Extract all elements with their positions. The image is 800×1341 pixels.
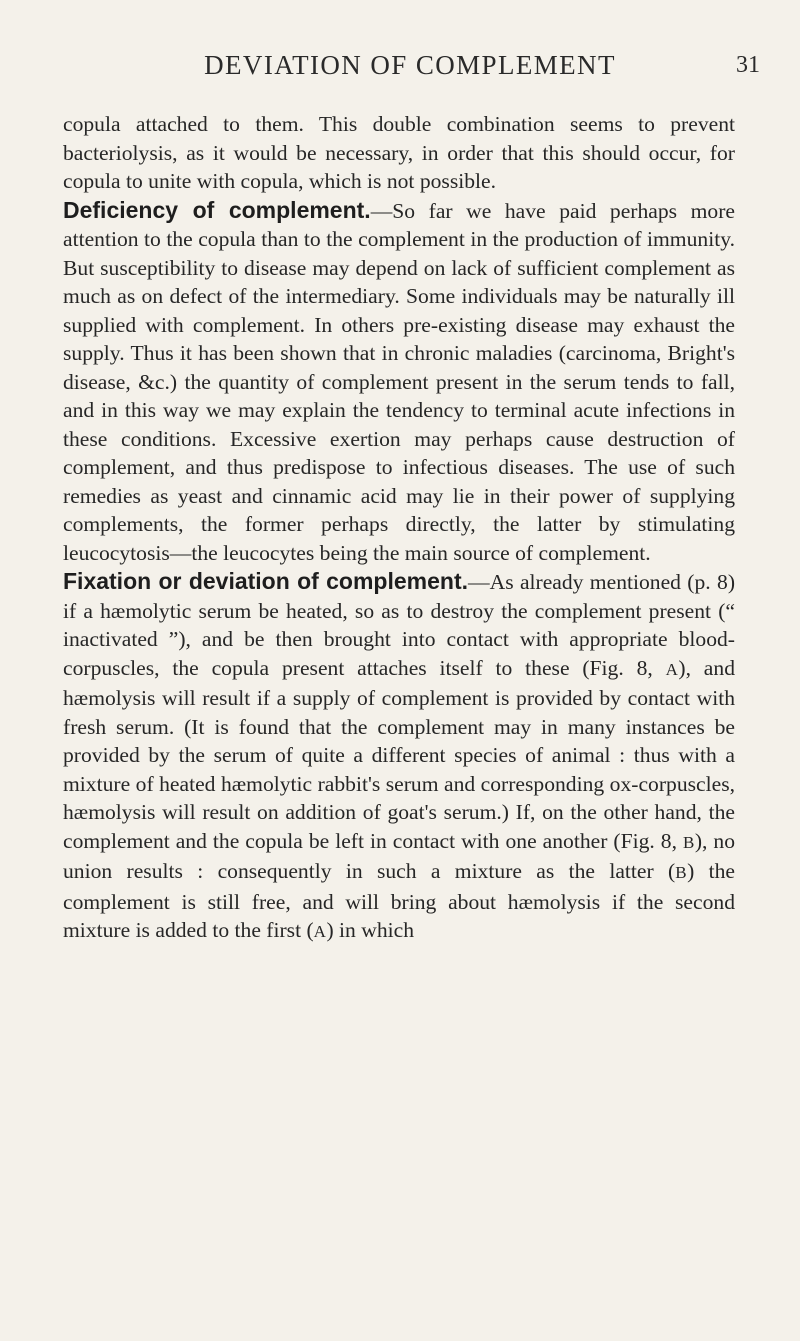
- paragraph-deficiency: [63, 196, 735, 568]
- paragraph-fixation-text-4: ) the complement is still free, and will bring about hæmolysis if the second mixture is added to the first (: [63, 859, 735, 942]
- paragraph-fixation-text-5: ) in which: [326, 918, 415, 942]
- running-title: DEVIATION OF COMPLEMENT: [204, 50, 616, 80]
- running-head: [60, 50, 760, 86]
- paragraph-fixation-text-2: ), and hæmolysis will result if a supply of complement is provided by contact with fresh serum. (It is found that the complement may in many instances be provided by the serum of quite a different species of animal : thus with a mixture of heated hæmolytic rabbit's serum and corresponding ox-corpuscles, hæmolysis will result on addition of goat's serum.) If, on the other hand, the complement and the copula be left in contact with one another (Fig. 8,: [63, 655, 735, 853]
- paragraph-fixation: [63, 567, 735, 947]
- figure-ref-a: A: [665, 659, 679, 679]
- figure-ref-a: A: [313, 922, 327, 941]
- body-text: [63, 110, 735, 947]
- paragraph-fixation-text-3: ), no union results : consequently in such a mixture as the latter (: [63, 828, 735, 883]
- section-heading-fixation: Fixation or deviation of complement.: [63, 568, 469, 594]
- figure-ref-b: B: [675, 863, 688, 882]
- paragraph-continuation: copula attached to them. This double combination seems to prevent bacteriolysis, as it would be necessary, in order that this should occur, for copula to unite with copula, which is not possible.: [63, 112, 735, 193]
- section-heading-deficiency: Deficiency of complement.: [63, 196, 371, 223]
- paragraph-fixation-text-1: —As already mentioned (p. 8) if a hæmolytic serum be heated, so as to destroy the complement present (“ inactivated ”), and be then brought into contact with appropriate blood-corpuscles, the copula present attaches itself to these (Fig. 8,: [63, 570, 736, 680]
- figure-ref-b: B: [682, 832, 695, 852]
- paragraph-deficiency-body: —So far we have paid perhaps more attention to the copula than to the complement in the production of immunity. But susceptibility to disease may depend on lack of sufficient complement as much as on defect of the intermediary. Some individuals may be naturally ill supplied with complement. In others pre-existing disease may exhaust the supply. Thus it has been shown that in chronic maladies (carcinoma, Bright's disease, &c.) the quantity of complement present in the serum tends to fall, and in this way we may explain the tendency to terminal acute infections in these conditions. Excessive exertion may perhaps cause destruction of complement, and thus predispose to infectious diseases. The use of such remedies as yeast and cinnamic acid may lie in their power of supplying complements, the former perhaps directly, the latter by stimulating leucocytosis—the leucocytes being the main source of complement.: [63, 198, 735, 565]
- page-number: 31: [736, 52, 760, 78]
